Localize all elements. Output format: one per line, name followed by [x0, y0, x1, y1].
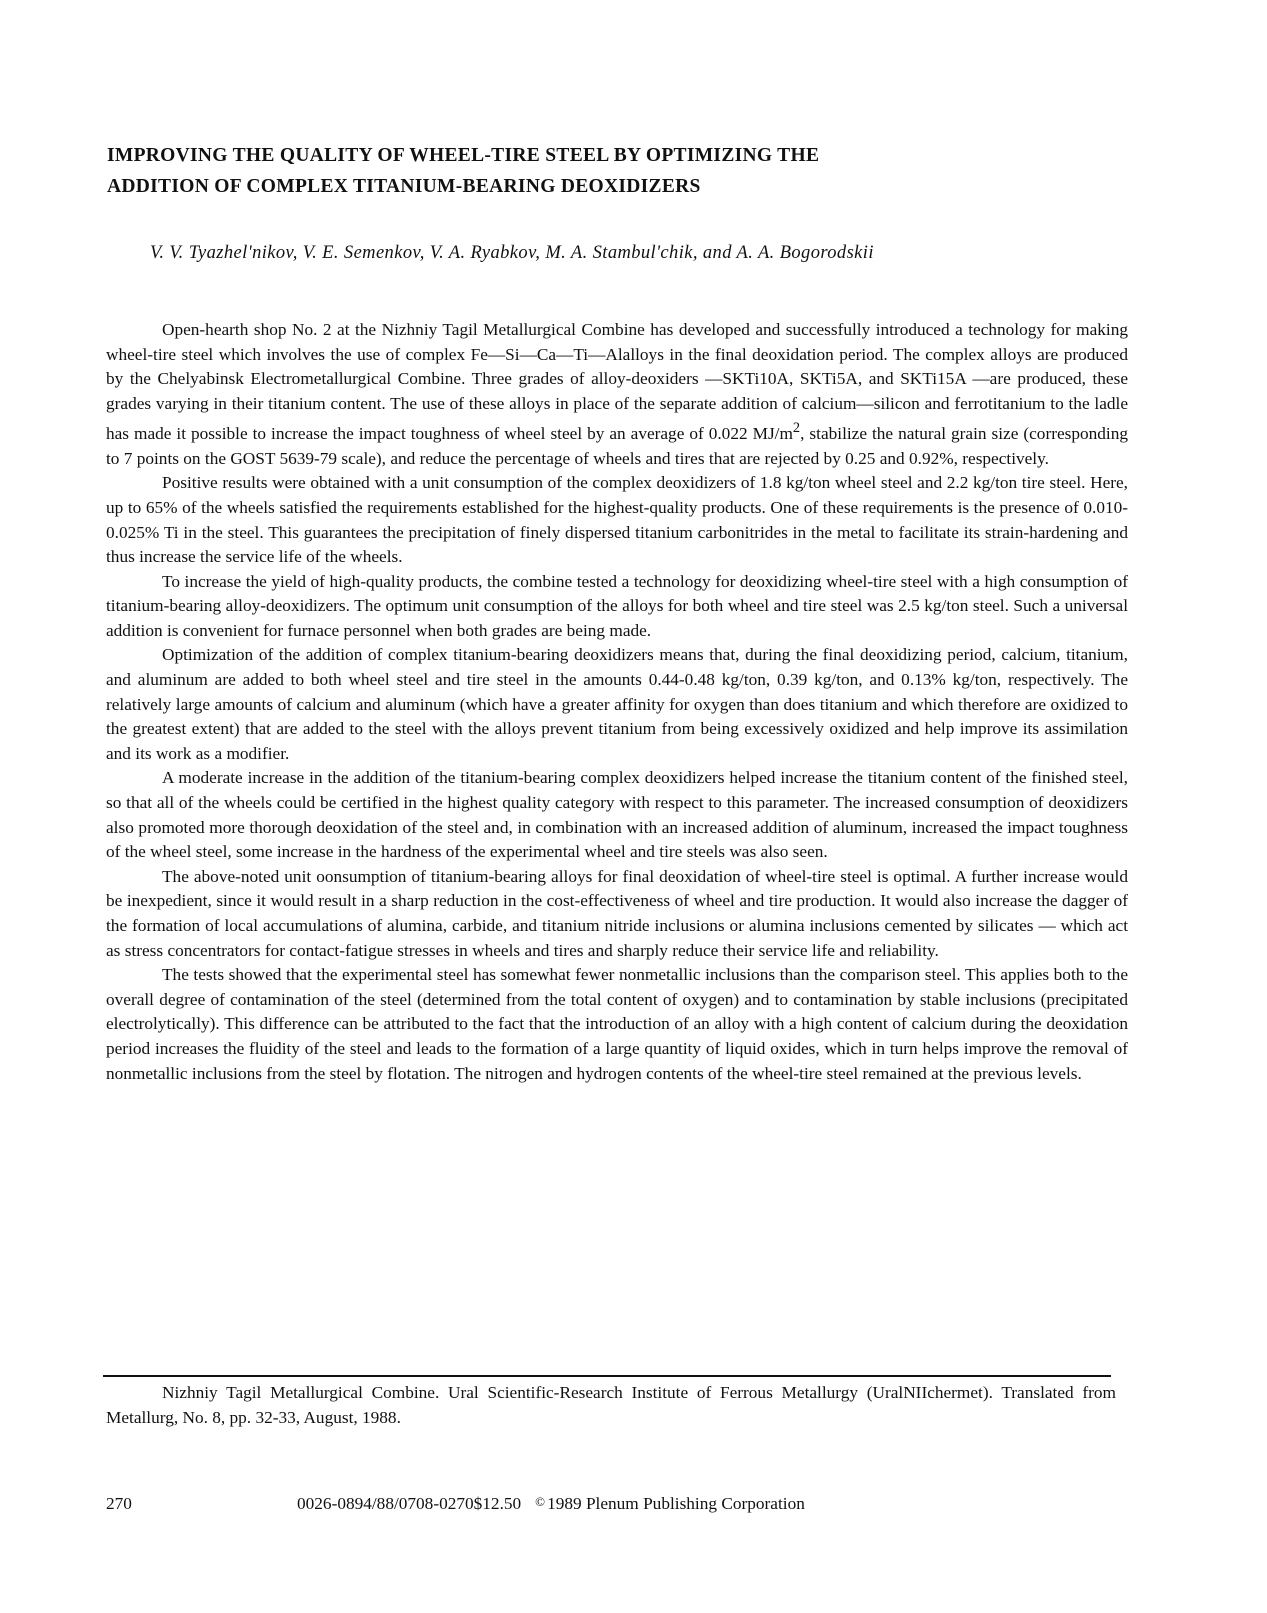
paragraph-3: To increase the yield of high-quality products, the combine tested a technology for deoxidizing wheel-tire steel with a high consumption of titanium-bearing alloy-deoxidizers. The optimum unit consumption of the alloys for both wheel and tire steel was 2.5 kg/ton steel. Such a universal addition is convenient for furnace personnel when both grades are being made. — [106, 571, 1128, 640]
title-line-1: IMPROVING THE QUALITY OF WHEEL-TIRE STEEL BY OPTIMIZING THE — [107, 145, 820, 166]
title-line-2: ADDITION OF COMPLEX TITANIUM-BEARING DEOXIDIZERS — [107, 176, 701, 197]
page-number: 270 — [106, 1494, 132, 1513]
publisher-credit: 1989 Plenum Publishing Corporation — [547, 1494, 805, 1513]
footnote: Nizhniy Tagil Metallurgical Combine. Ural Scientific-Research Institute of Ferrous Metallurgy (UralNIIchermet). Translated from Metallurg, No. 8, pp. 32-33, August, 1988. — [106, 1383, 1116, 1427]
paragraph-7: The tests showed that the experimental steel has somewhat fewer nonmetallic inclusions than the comparison steel. This applies both to the overall degree of contamination of the steel (determined from the total content of oxygen) and to contamination by stable inclusions (precipitated electrolytically). This difference can be attributed to the fact that the introduction of an alloy with a high content of calcium during the deoxidation period increases the fluidity of the steel and leads to the formation of a large quantity of liquid oxides, which in turn helps improve the removal of nonmetallic inclusions from the steel by flotation. The nitrogen and hydrogen contents of the wheel-tire steel remained at the previous levels. — [106, 965, 1128, 1083]
article-body — [106, 318, 1128, 1086]
paragraph-4: Optimization of the addition of complex titanium-bearing deoxidizers means that, during the final deoxidizing period, calcium, titanium, and aluminum are added to both wheel steel and tire steel in the amounts 0.44-0.48 kg/ton, 0.39 kg/ton, and 0.13% kg/ton, respectively. The relatively large amounts of calcium and aluminum (which have a greater affinity for oxygen than does titanium and which therefore are oxidized to the greatest extent) that are added to the steel with the alloys prevent titanium from being excessively oxidized and help improve its assimilation and its work as a modifier. — [106, 645, 1128, 763]
paragraph-1-text: Open-hearth shop No. 2 at the Nizhniy Tagil Metallurgical Combine has developed and successfully introduced a technology for making wheel-tire steel which involves the use of complex Fe—Si—Ca—Ti—Alalloys in the final deoxidation period. The complex alloys are produced by the Chelyabinsk Electrometallurgical Combine. Three grades of alloy-deoxiders —SKTi10A, SKTi5A, and SKTi15A —are produced, these grades varying in their titanium content. The use of these alloys in place of the separate addition of calcium—silicon and ferrotitanium to the ladle has made it possible to increase the impact toughness of wheel steel by an average of 0.022 MJ/m — [106, 320, 1128, 444]
paragraph-1 — [106, 318, 1128, 471]
author-list: V. V. Tyazhel'nikov, V. E. Semenkov, V. A. Ryabkov, M. A. Stambul'chik, and A. A. Bogorodskii — [150, 243, 874, 263]
paragraph-5: A moderate increase in the addition of the titanium-bearing complex deoxidizers helped increase the titanium content of the finished steel, so that all of the wheels could be certified in the highest quality category with respect to this parameter. The increased consumption of deoxidizers also promoted more thorough deoxidation of the steel and, in combination with an increased addition of aluminum, increased the impact toughness of the wheel steel, some increase in the hardness of the experimental wheel and tire steels was also seen. — [106, 768, 1128, 862]
superscript-exponent: 2 — [792, 420, 801, 437]
publication-code: 0026-0894/88/0708-0270$12.50 — [297, 1494, 522, 1513]
footnote-divider — [103, 1375, 1111, 1377]
paragraph-6: The above-noted unit oonsumption of titanium-bearing alloys for final deoxidation of wheel-tire steel is optimal. A further increase would be inexpedient, since it would result in a sharp reduction in the cost-effectiveness of wheel and tire production. It would also increase the dagger of the formation of local accumulations of alumina, carbide, and titanium nitride inclusions or alumina inclusions cemented by silicates — which act as stress concentrators for contact-fatigue stresses in wheels and tires and sharply reduce their service life and reliability. — [106, 866, 1128, 960]
paragraph-1-continuation: , stabilize the natural grain size (corresponding to 7 points on the GOST 5639-79 scale), and reduce the percentage of wheels and tires that are rejected by 0.25 and 0.92%, respectively. — [106, 424, 1128, 468]
publication-line — [297, 1494, 805, 1514]
article-title — [107, 140, 1107, 202]
paragraph-2: Positive results were obtained with a unit consumption of the complex deoxidizers of 1.8 kg/ton wheel steel and 2.2 kg/ton tire steel. Here, up to 65% of the wheels satisfied the requirements established for the highest-quality products. One of these requirements is the presence of 0.010-0.025% Ti in the steel. This guarantees the precipitation of finely dispersed titanium carbonitrides in the metal to facilitate its strain-hardening and thus increase the service life of the wheels. — [106, 473, 1128, 567]
copyright-symbol: © — [535, 1494, 546, 1509]
